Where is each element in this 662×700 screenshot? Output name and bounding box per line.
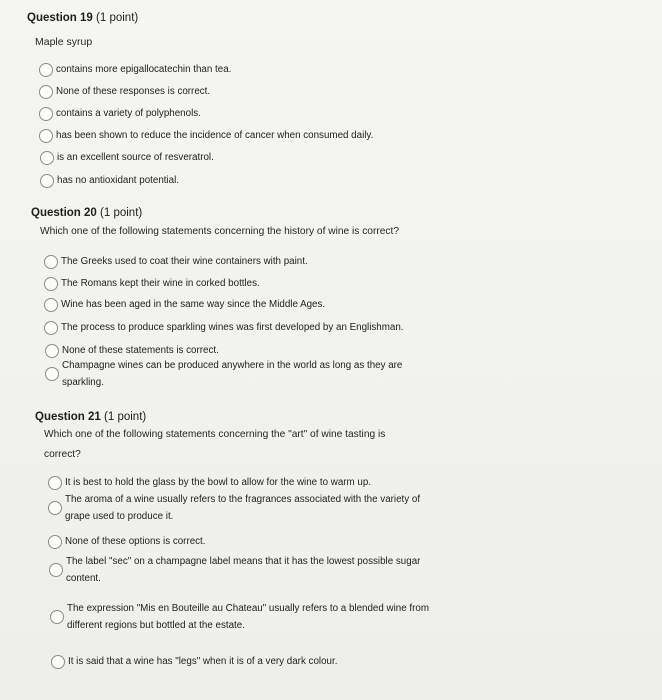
option-label: The Romans kept their wine in corked bottles. [61,278,260,289]
question-19-points: (1 point) [96,12,139,24]
radio-button[interactable] [40,174,54,188]
option-label: The label "sec" on a champagne label means that it has the lowest possible sugar content. [66,556,421,584]
q21-option-3[interactable] [48,533,608,550]
radio-button[interactable] [44,277,58,291]
q19-option-6[interactable] [40,172,600,189]
q19-option-3[interactable] [39,105,599,122]
question-19-header [27,12,138,24]
radio-button[interactable] [40,151,54,165]
option-label: contains a variety of polyphenols. [56,108,201,119]
q20-option-2[interactable] [44,275,604,292]
option-label: has been shown to reduce the incidence of cancer when consumed daily. [56,130,374,141]
radio-button[interactable] [48,535,62,549]
option-label: None of these options is correct. [65,536,206,547]
q20-option-1[interactable] [44,253,604,270]
option-label: contains more epigallocatechin than tea. [56,64,232,75]
option-label: The process to produce sparkling wines was first developed by an Englishman. [61,322,404,333]
option-label: None of these statements is correct. [62,345,219,356]
question-19-title: Question 19 [27,12,93,24]
q21-option-1[interactable] [48,474,608,491]
radio-button[interactable] [39,129,53,143]
option-label: The aroma of a wine usually refers to the fragrances associated with the variety of grape used to produce it. [65,494,421,522]
radio-button[interactable] [44,298,58,312]
radio-button[interactable] [39,63,53,77]
q21-option-5[interactable] [50,600,445,634]
question-20-title: Question 20 [31,207,97,219]
option-label: It is best to hold the glass by the bowl to allow for the wine to warm up. [65,477,372,488]
q19-option-1[interactable] [39,61,599,78]
radio-button[interactable] [50,610,64,624]
radio-button[interactable] [39,107,53,121]
question-21-points: (1 point) [104,411,147,423]
option-label: has no antioxidant potential. [57,175,180,186]
radio-button[interactable] [45,367,59,381]
radio-button[interactable] [39,85,53,99]
q20-option-6[interactable] [45,357,430,391]
q21-option-2[interactable] [48,491,443,525]
radio-button[interactable] [44,321,58,335]
radio-button[interactable] [51,655,65,669]
option-label: Champagne wines can be produced anywhere in the world as long as they are sparkling. [62,360,403,388]
q19-option-2[interactable] [39,83,599,100]
radio-button[interactable] [45,344,59,358]
radio-button[interactable] [44,255,58,269]
radio-button[interactable] [48,476,62,490]
option-label: is an excellent source of resveratrol. [57,152,214,163]
radio-button[interactable] [48,501,62,515]
q21-option-6[interactable] [51,653,611,670]
q20-option-3[interactable] [44,296,604,313]
q21-option-4[interactable] [49,553,444,587]
option-label: None of these responses is correct. [56,86,211,97]
option-label: The Greeks used to coat their wine containers with paint. [61,256,308,267]
question-20-prompt: Which one of the following statements concerning the history of wine is correct? [40,226,400,237]
question-20-header [31,207,142,219]
option-label: Wine has been aged in the same way since the Middle Ages. [61,299,326,310]
option-label: It is said that a wine has "legs" when it is of a very dark colour. [68,656,338,667]
option-label: The expression "Mis en Bouteille au Chateau" usually refers to a blended wine from different regions but bottled at the estate. [67,603,430,631]
question-20-points: (1 point) [100,207,143,219]
q20-option-4[interactable] [44,319,634,336]
q19-option-5[interactable] [40,149,600,166]
question-19-prompt: Maple syrup [35,36,93,48]
q19-option-4[interactable] [39,127,619,144]
question-21-prompt: Which one of the following statements concerning the "art" of wine tasting is correct? [44,429,386,460]
question-21-title: Question 21 [35,411,101,423]
radio-button[interactable] [49,563,63,577]
question-21-header [35,411,146,423]
